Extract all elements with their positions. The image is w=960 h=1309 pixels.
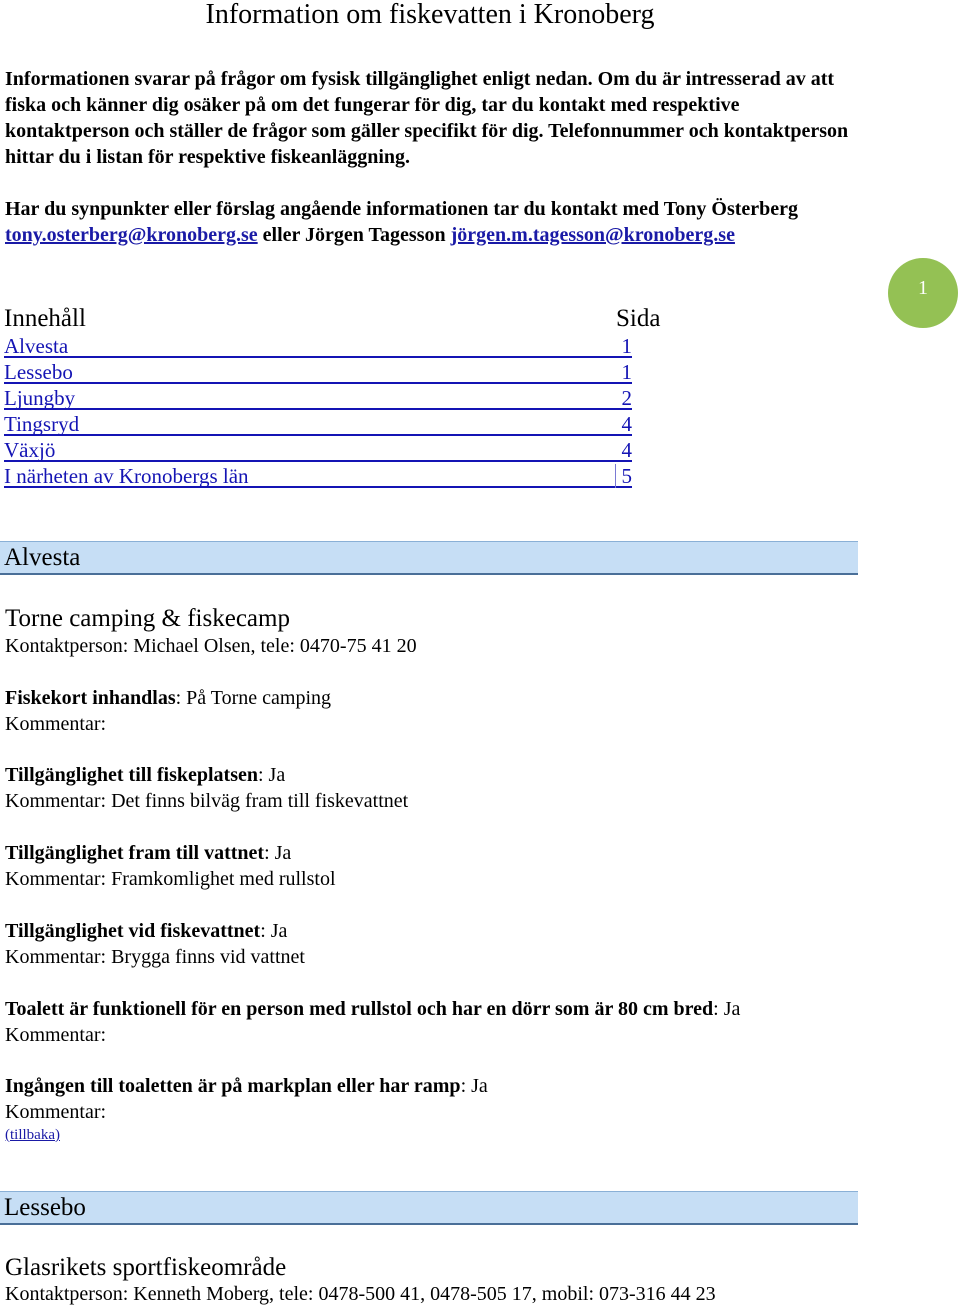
email-link-tony[interactable]: tony.osterberg@kronoberg.se — [5, 224, 258, 246]
toc-item-name: Växjö — [4, 438, 56, 462]
toc-item-alvesta[interactable] — [4, 334, 632, 358]
field-comment: Kommentar: Framkomlighet med rullstol — [5, 868, 336, 890]
field-comment: Kommentar: Det finns bilväg fram till fiskevattnet — [5, 790, 409, 812]
field-label: Tillgänglighet till fiskeplatsen — [5, 764, 258, 786]
toc-item-page: 2 — [621, 386, 632, 410]
field-value: : På Torne camping — [175, 687, 332, 709]
intro-text — [5, 66, 865, 248]
field-label: Fiskekort inhandlas — [5, 687, 176, 709]
field-value: : Ja — [713, 998, 741, 1020]
section-header-alvesta: Alvesta — [0, 541, 858, 575]
document-title: Information om fiskevatten i Kronoberg — [205, 0, 655, 30]
field-tillganglighet-vid-vattnet — [5, 918, 287, 944]
intro-contact-text-2: eller Jörgen Tagesson — [257, 224, 451, 246]
field-fiskekort — [5, 685, 331, 711]
toc-item-page: 4 — [621, 438, 632, 462]
field-label: Ingången till toaletten är på markplan eller har ramp — [5, 1075, 461, 1097]
toc-heading: Innehåll — [4, 305, 86, 332]
contact-line: Kontaktperson: Kenneth Moberg, tele: 0478-500 41, 0478-505 17, mobil: 073-316 44 23 — [5, 1283, 716, 1305]
toc-item-page: 1 — [621, 334, 632, 358]
intro-paragraph-1: Informationen svarar på frågor om fysisk tillgänglighet enligt nedan. Om du är intresserad av att fiska och känner dig osäker på om det fungerar för dig, tar du kontakt med respektive kontaktperson och ställer de frågor som gäller specifikt för dig. Telefonnummer och kontaktperson hittar du i listan för respektive fiskeanläggning. — [5, 68, 849, 168]
field-value: : Ja — [460, 1075, 488, 1097]
toc-item-name: Ljungby — [4, 386, 76, 410]
field-comment: Kommentar: — [5, 713, 107, 735]
field-comment: Kommentar: Brygga finns vid vattnet — [5, 946, 305, 968]
toc-item-lessebo[interactable] — [4, 360, 632, 384]
place-name: Glasrikets sportfiskeområde — [5, 1254, 287, 1281]
toc-item-kronobergs-lan[interactable] — [4, 464, 632, 488]
email-link-jorgen[interactable]: jörgen.m.tagesson@kronoberg.se — [450, 224, 735, 246]
intro-contact-text-1: Har du synpunkter eller förslag angående informationen tar du kontakt med Tony Österberg — [5, 198, 799, 220]
toc-item-page: 4 — [621, 412, 632, 436]
field-comment: Kommentar: — [5, 1101, 107, 1123]
field-tillganglighet-fiskeplats — [5, 762, 285, 788]
field-toalett — [5, 996, 740, 1022]
field-label: Tillgänglighet vid fiskevattnet — [5, 920, 261, 942]
page-number-badge: 1 — [888, 258, 958, 328]
toc-item-name: Alvesta — [4, 334, 69, 358]
field-label: Tillgänglighet fram till vattnet — [5, 842, 265, 864]
toc-item-name: I närheten av Kronobergs län — [4, 464, 249, 488]
field-label: Toalett är funktionell för en person med rullstol och har en dörr som är 80 cm bred — [5, 998, 714, 1020]
field-comment: Kommentar: — [5, 1024, 107, 1046]
section-header-lessebo: Lessebo — [0, 1191, 858, 1225]
intro-paragraph-2 — [5, 196, 865, 248]
place-name: Torne camping & fiskecamp — [5, 605, 290, 632]
toc-item-page: 1 — [621, 360, 632, 384]
toc-item-page: 5 — [615, 464, 633, 488]
toc-item-name: Tingsryd — [4, 412, 80, 436]
field-ingang-toalett — [5, 1073, 488, 1099]
field-value: : Ja — [258, 764, 286, 786]
field-tillganglighet-vattnet — [5, 840, 291, 866]
toc-item-ljungby[interactable] — [4, 386, 632, 410]
field-value: : Ja — [260, 920, 288, 942]
back-link[interactable]: (tillbaka) — [5, 1127, 60, 1143]
toc-item-tingsryd[interactable] — [4, 412, 632, 436]
toc-page-heading: Sida — [616, 305, 661, 332]
toc-item-name: Lessebo — [4, 360, 73, 384]
toc-item-vaxjo[interactable] — [4, 438, 632, 462]
field-value: : Ja — [264, 842, 292, 864]
contact-line: Kontaktperson: Michael Olsen, tele: 0470-75 41 20 — [5, 635, 417, 657]
